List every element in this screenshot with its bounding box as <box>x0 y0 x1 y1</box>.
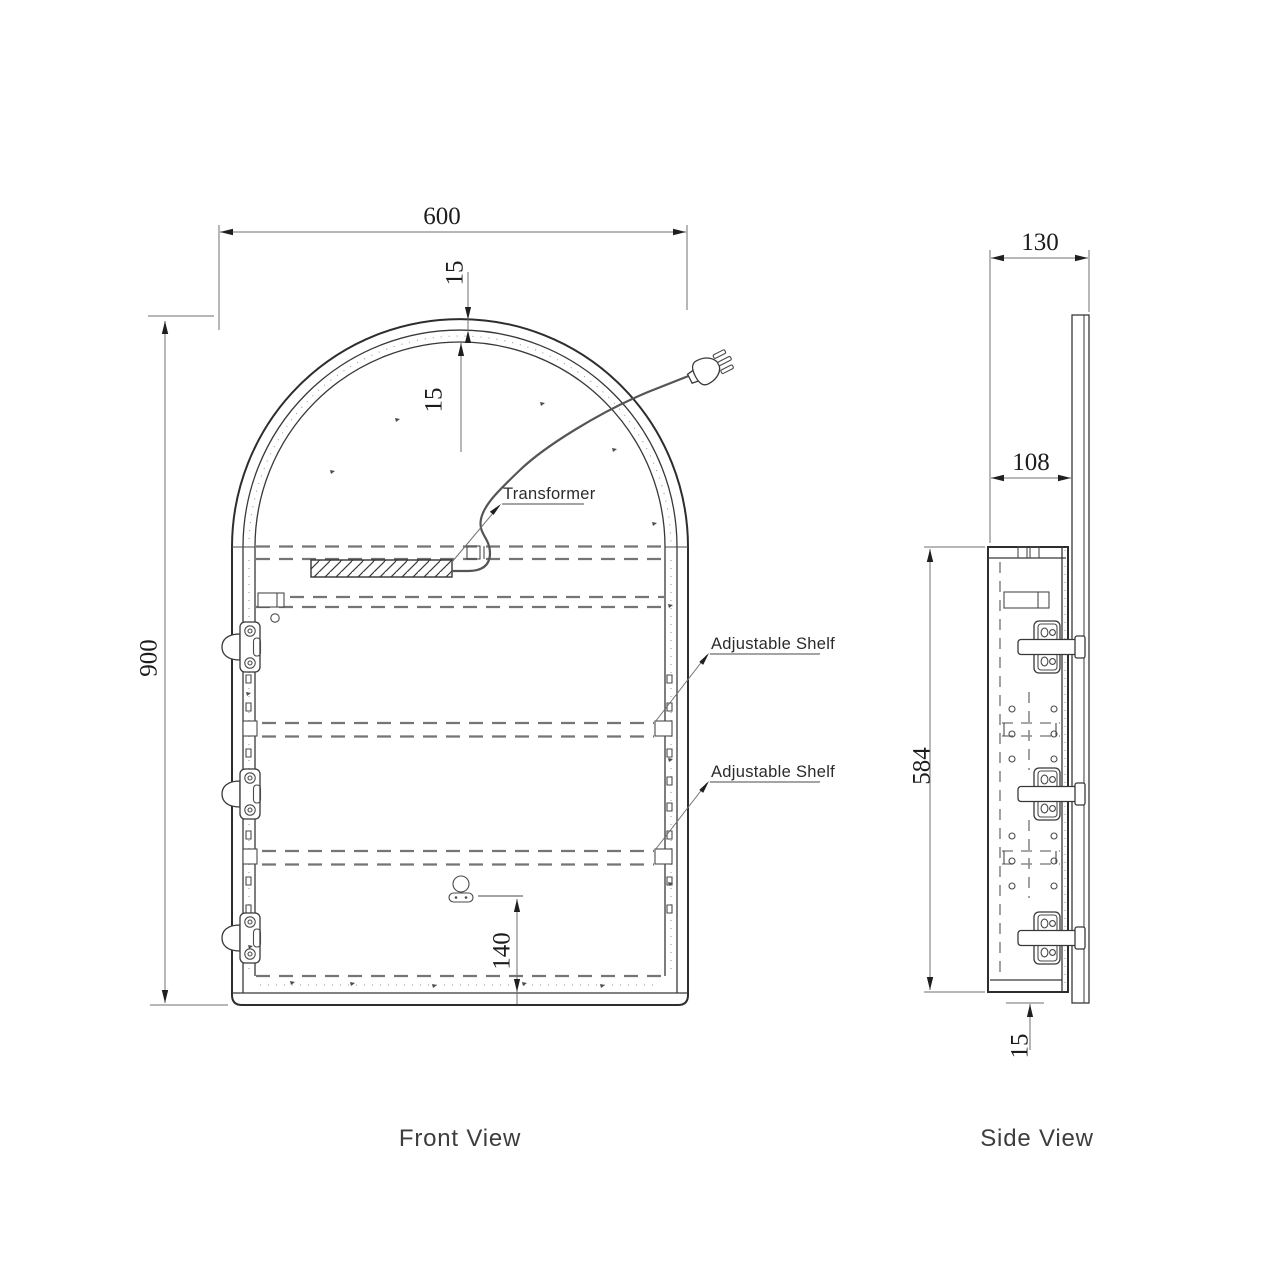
front-hidden-lines <box>256 547 664 977</box>
hinge-icon <box>222 913 261 963</box>
dim-text-height: 900 <box>135 639 163 677</box>
dim-text-clearance: 140 <box>488 932 516 970</box>
hinge-icon <box>222 622 261 672</box>
front-view <box>136 203 836 1152</box>
transformer-block <box>311 546 484 577</box>
dim-text-body-height: 584 <box>908 747 936 785</box>
hinge-icon <box>222 769 261 819</box>
dim-text-overall-depth: 130 <box>1021 229 1059 256</box>
caption-front-view: Front View <box>398 1125 522 1152</box>
transformer-callout <box>452 485 596 562</box>
power-cord <box>452 375 691 571</box>
dim-text-body-depth: 108 <box>1012 449 1050 476</box>
shelf-end-blocks <box>243 721 672 864</box>
dim-door-offset <box>1006 1003 1044 1059</box>
dim-body-depth <box>991 449 1071 481</box>
label-transformer: Transformer <box>503 485 596 503</box>
mirror-door-panel <box>1072 315 1089 1003</box>
dim-text-frame: 15 <box>441 260 469 286</box>
dim-text-width: 600 <box>423 203 461 230</box>
sensor-detail <box>449 876 473 902</box>
shelf-upper-callout <box>655 635 835 722</box>
dim-carcass-thickness <box>421 343 465 452</box>
label-shelf-lower: Adjustable Shelf <box>711 763 836 781</box>
label-shelf-upper: Adjustable Shelf <box>711 635 836 653</box>
dim-body-height <box>909 547 986 992</box>
dim-front-height <box>136 316 229 1005</box>
shelf-lower-callout <box>655 763 835 850</box>
side-view <box>909 229 1094 1152</box>
shelf-pin-holes-right <box>667 675 672 913</box>
plug-icon <box>684 346 737 390</box>
dim-bottom-clearance <box>478 896 523 1004</box>
dim-text-carcass: 15 <box>420 387 448 413</box>
caption-side-view: Side View <box>980 1125 1094 1152</box>
dim-text-door-offset: 15 <box>1006 1033 1034 1059</box>
